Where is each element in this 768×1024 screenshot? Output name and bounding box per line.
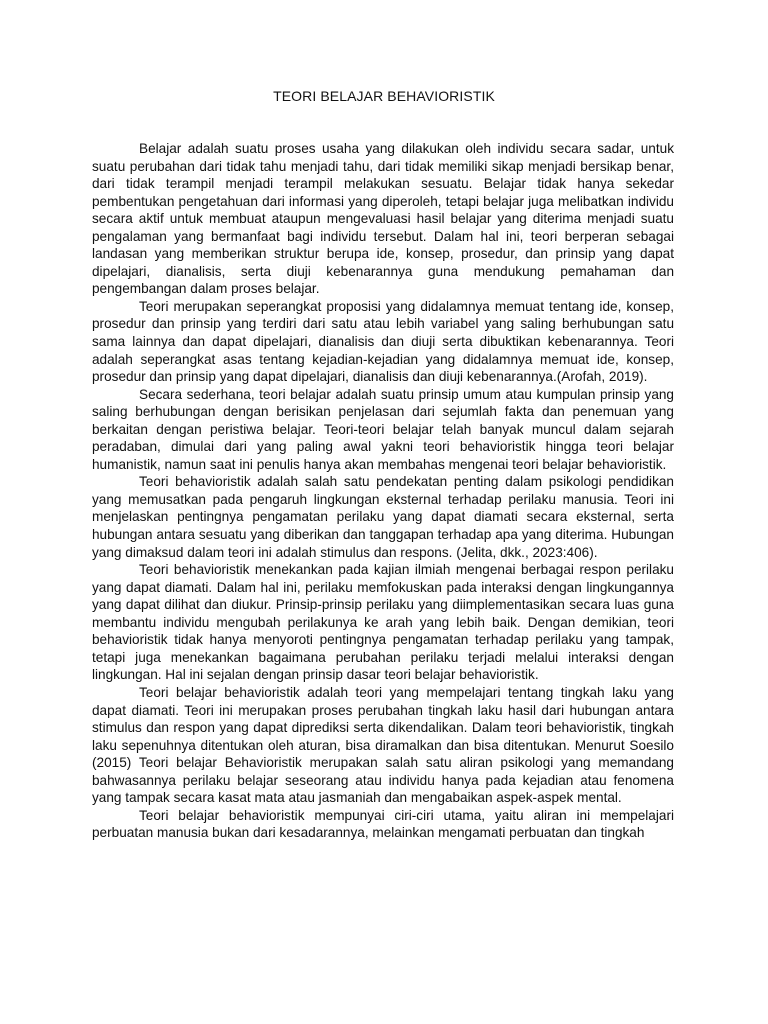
- document-body: [92, 140, 674, 842]
- paragraph: Teori behavioristik adalah salah satu pendekatan penting dalam psikologi pendidikan yang memusatkan pada pengaruh lingkungan eksternal terhadap perilaku manusia. Teori ini menjelaskan pentingnya pengamatan perilaku yang dapat diamati secara eksternal, serta hubungan antara sesuatu yang diberikan dan tanggapan terhadap apa yang diterima. Hubungan yang dimaksud dalam teori ini adalah stimulus dan respons. (Jelita, dkk., 2023:406).: [92, 474, 674, 560]
- paragraph: Teori merupakan seperangkat proposisi yang didalamnya memuat tentang ide, konsep, prosedur dan prinsip yang terdiri dari satu atau lebih variabel yang saling berhubungan satu sama lainnya dan dapat dipelajari, dianalisis dan diuji serta dibuktikan kebenarannya. Teori adalah seperangkat asas tentang kejadian-kejadian yang didalamnya memuat ide, konsep, prosedur dan prinsip yang dapat dipelajari, dianalisis dan diuji kebenarannya.(Arofah, 2019).: [92, 298, 674, 385]
- paragraph: Teori belajar behavioristik adalah teori yang mempelajari tentang tingkah laku yang dapat diamati. Teori ini merupakan proses perubahan tingkah laku hasil dari hubungan antara stimulus dan respon yang dapat diprediksi serta dikendalikan. Dalam teori behavioristik, tingkah laku sepenuhnya ditentukan oleh aturan, bisa diramalkan dan bisa ditentukan. Menurut Soesilo (2015) Teori belajar Behavioristik merupakan salah satu aliran psikologi yang memandang bahwasannya perilaku belajar seseorang atau individu hanya pada kejadian atau fenomena yang tampak secara kasat mata atau jasmaniah dan mengabaikan aspek-aspek mental.: [92, 684, 674, 806]
- document-title: TEORI BELAJAR BEHAVIORISTIK: [273, 88, 495, 104]
- paragraph: Belajar adalah suatu proses usaha yang dilakukan oleh individu secara sadar, untuk suatu perubahan dari tidak tahu menjadi tahu, dari tidak memiliki sikap menjadi bersikap benar, dari tidak terampil menjadi terampil melakukan sesuatu. Belajar tidak hanya sekedar pembentukan pengetahuan dari informasi yang diperoleh, tetapi belajar juga melibatkan individu secara aktif untuk membuat ataupun mengevaluasi hasil belajar yang diterima menjadi suatu pengalaman yang bermanfaat bagi individu tersebut. Dalam hal ini, teori berperan sebagai landasan yang memberikan struktur berupa ide, konsep, prosedur, dan prinsip yang dapat dipelajari, dianalisis, serta diuji kebenarannya guna mendukung pemahaman dan pengembangan dalam proses belajar.: [92, 141, 674, 297]
- paragraph: Teori belajar behavioristik mempunyai ciri-ciri utama, yaitu aliran ini mempelajari perbuatan manusia bukan dari kesadarannya, melainkan mengamati perbuatan dan tingkah: [92, 807, 674, 841]
- paragraph: Teori behavioristik menekankan pada kajian ilmiah mengenai berbagai respon perilaku yang dapat diamati. Dalam hal ini, perilaku memfokuskan pada interaksi dengan lingkungannya yang dapat dilihat dan diukur. Prinsip-prinsip perilaku yang diimplementasikan secara luas guna membantu individu mengubah perilakunya ke arah yang lebih baik. Dengan demikian, teori behavioristik tidak hanya menyoroti pentingnya pengamatan terhadap perilaku yang tampak, tetapi juga menekankan bagaimana perubahan perilaku terjadi melalui interaksi dengan lingkungan. Hal ini sejalan dengan prinsip dasar teori belajar behavioristik.: [92, 562, 674, 683]
- paragraph: Secara sederhana, teori belajar adalah suatu prinsip umum atau kumpulan prinsip yang saling berhubungan dengan berisikan penjelasan dari sejumlah fakta dan penemuan yang berkaitan dengan peristiwa belajar. Teori-teori belajar telah banyak muncul dalam sejarah peradaban, dimulai dari yang paling awal yakni teori behavioristik hingga teori belajar humanistik, namun saat ini penulis hanya akan membahas mengenai teori belajar behavioristik.: [92, 386, 674, 472]
